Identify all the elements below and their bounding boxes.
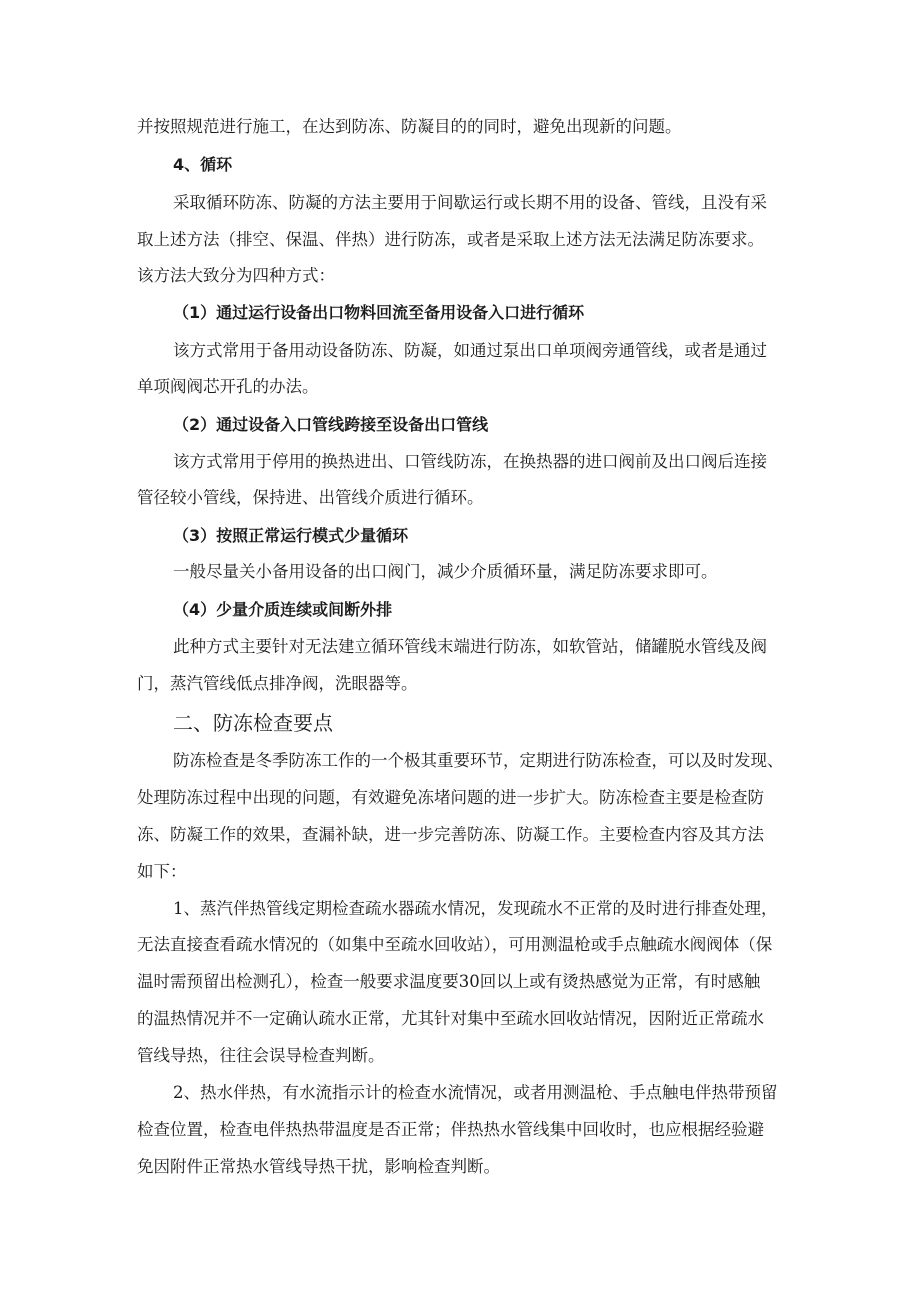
body-text-line: 此种方式主要针对无法建立循环管线末端进行防冻，如软管站，储罐脱水管线及阀 bbox=[173, 637, 767, 656]
body-text-line: 门，蒸汽管线低点排净阀，洗眼器等。 bbox=[137, 674, 418, 693]
body-text-line: 温时需预留出检测孔），检查一般要求温度要30回以上或有烫热感觉为正常，有时感触 bbox=[137, 972, 761, 991]
body-text-line: 1、蒸汽伴热管线定期检查疏水器疏水情况，发现疏水不正常的及时进行排查处理， bbox=[173, 899, 778, 918]
subheading-method-3: （3）按照正常运行模式少量循环 bbox=[173, 526, 409, 545]
body-text-line: 一般尽量关小备用设备的出口阀门，减少介质循环量，满足防冻要求即可。 bbox=[173, 562, 718, 581]
body-text-line: 免因附件正常热水管线导热干扰，影响检查判断。 bbox=[137, 1157, 500, 1176]
subheading-cycle: 4、循环 bbox=[173, 155, 233, 174]
body-text-line: 防冻检查是冬季防冻工作的一个极其重要环节，定期进行防冻检查，可以及时发现、 bbox=[173, 751, 784, 770]
body-text-line: 取上述方法（排空、保温、伴热）进行防冻，或者是采取上述方法无法满足防冻要求。 bbox=[137, 230, 764, 249]
body-text-line: 管径较小管线，保持进、出管线介质进行循环。 bbox=[137, 488, 484, 507]
body-text-line: 单项阀阀芯开孔的办法。 bbox=[137, 377, 319, 396]
body-text-line: 的温热情况并不一定确认疏水正常，尤其针对集中至疏水回收站情况，因附近正常疏水 bbox=[137, 1009, 764, 1028]
body-text-line: 并按照规范进行施工，在达到防冻、防凝目的的同时，避免出现新的问题。 bbox=[137, 117, 682, 136]
body-text-line: 该方式常用于停用的换热进出、口管线防冻，在换热器的进口阀前及出口阀后连接 bbox=[173, 452, 767, 471]
body-text-line: 管线导热，往往会误导检查判断。 bbox=[137, 1046, 385, 1065]
body-text-line: 处理防冻过程中出现的问题，有效避免冻堵问题的进一步扩大。防冻检查主要是检查防 bbox=[137, 788, 764, 807]
subheading-method-1: （1）通过运行设备出口物料回流至备用设备入口进行循环 bbox=[173, 303, 585, 322]
body-text-line: 如下： bbox=[137, 862, 187, 881]
body-text-line: 无法直接查看疏水情况的（如集中至疏水回收站），可用测温枪或手点触疏水阀阀体（保 bbox=[137, 935, 773, 954]
body-text-line: 2、热水伴热，有水流指示计的检查水流情况，或者用测温枪、手点触电伴热带预留 bbox=[173, 1083, 778, 1102]
body-text-line: 冻、防凝工作的效果，查漏补缺，进一步完善防冻、防凝工作。主要检查内容及其方法 bbox=[137, 825, 764, 844]
body-text-line: 采取循环防冻、防凝的方法主要用于间歇运行或长期不用的设备、管线，且没有采 bbox=[173, 193, 767, 212]
subheading-method-2: （2）通过设备入口管线跨接至设备出口管线 bbox=[173, 415, 489, 434]
body-text-line: 检查位置，检查电伴热热带温度是否正常；伴热热水管线集中回收时，也应根据经验避 bbox=[137, 1120, 764, 1139]
body-text-line: 该方式常用于备用动设备防冻、防凝，如通过泵出口单项阀旁通管线，或者是通过 bbox=[173, 341, 767, 360]
subheading-method-4: （4）少量介质连续或间断外排 bbox=[173, 600, 393, 619]
section-heading: 二、防冻检查要点 bbox=[173, 711, 333, 735]
body-text-line: 该方法大致分为四种方式： bbox=[137, 266, 335, 285]
